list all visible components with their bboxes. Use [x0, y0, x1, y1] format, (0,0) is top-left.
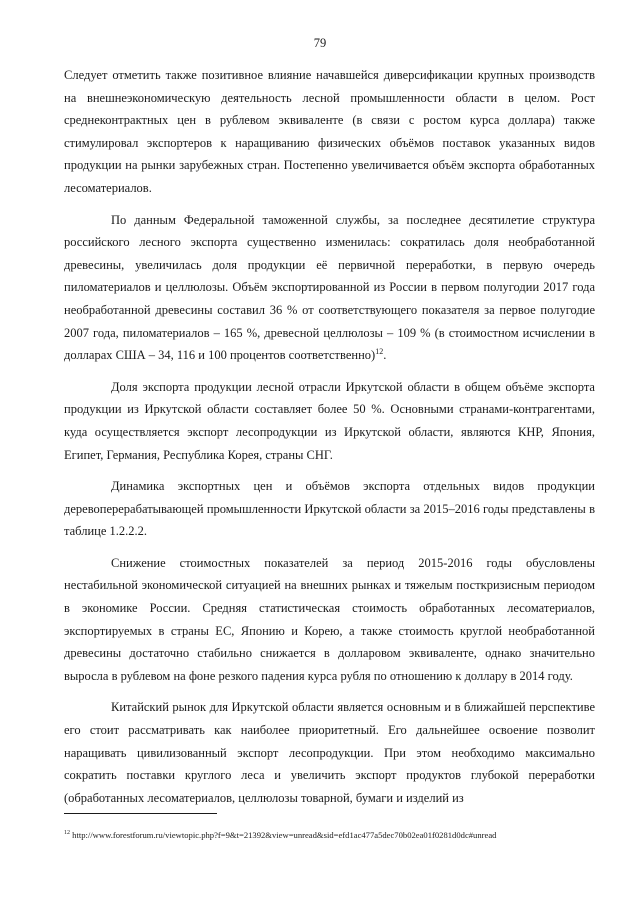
paragraph-2-text: По данным Федеральной таможенной службы, за последнее десятилетие структура российского лесного экспорта существенно изменилась: сократилась доля необработанной древесины, увеличилась доля продукции её первичной переработки, в первую очередь пиломатериалов и целлюлозы. Объём экспортированной из России в первом полугодии 2017 года необработанной древесины составил 36 % от соответствующего показателя за первое полугодие 2007 года, пиломатериалов – 165 %, древесной целлюлозы – 109 % (в стоимостном исчислении в долларах США – 34, 116 и 100 процентов соответственно): [64, 212, 595, 363]
body-text: [64, 64, 595, 818]
paragraph-2: [64, 209, 595, 367]
footnote: [64, 829, 595, 841]
footnote-separator: [64, 813, 217, 814]
paragraph-1: Следует отметить также позитивное влияние начавшейся диверсификации крупных производств на внешнеэкономическую деятельность лесной промышленности области в целом. Рост среднеконтрактных цен в рублевом эквиваленте (в связи с ростом курса доллара) также стимулировал экспортеров к наращиванию физических объёмов поставок указанных видов продукции на рынки зарубежных стран. Постепенно увеличивается объём экспорта обработанных лесоматериалов.: [64, 68, 595, 195]
page-number: 79: [313, 36, 327, 50]
paragraph-4: Динамика экспортных цен и объёмов экспорта отдельных видов продукции деревоперерабатывающей промышленности Иркутской области за 2015–2016 годы представлены в таблице 1.2.2.2.: [64, 479, 595, 539]
footnote-reference[interactable]: 12: [375, 346, 384, 356]
paragraph-5: Снижение стоимостных показателей за период 2015-2016 годы обусловлены нестабильной экономической ситуацией на внешних рынках и тяжелым посткризисным периодом в экономике России. Средняя статистическая стоимость обработанных лесоматериалов, экспортируемых в страны ЕС, Японию и Корею, а также стоимость круглой необработанной древесины достаточно стабильно снижается в долларовом эквиваленте, однако значительно выросла в рублевом на фоне резкого падения курса рубля по отношению к доллару в 2014 году.: [64, 555, 595, 683]
paragraph-3: Доля экспорта продукции лесной отрасли Иркутской области в общем объёме экспорта продукции из Иркутской области составляет более 50 %. Основными странами-контрагентами, куда осуществляется экспорт лесопродукции из Иркутской области, являются КНР, Япония, Египет, Германия, Республика Корея, страны СНГ.: [64, 379, 595, 462]
footnote-url[interactable]: http://www.forestforum.ru/viewtopic.php?f=9&t=21392&view=unread&sid=efd1ac477a5dec70b02ea01f0281d0dc#unread: [70, 830, 497, 840]
footnote-marker: 12: [64, 830, 70, 837]
paragraph-6: Китайский рынок для Иркутской области является основным и в ближайшей перспективе его стоит рассматривать как наиболее приоритетный. Его дальнейшее освоение позволит наращивать цивилизованный экспорт лесопродукции. При этом необходимо максимально сократить поставки круглого леса и увеличить экспорт продуктов глубокой переработки (обработанных лесоматериалов, целлюлозы товарной, бумаги и изделий из: [64, 700, 595, 805]
paragraph-2-end: .: [383, 348, 387, 363]
